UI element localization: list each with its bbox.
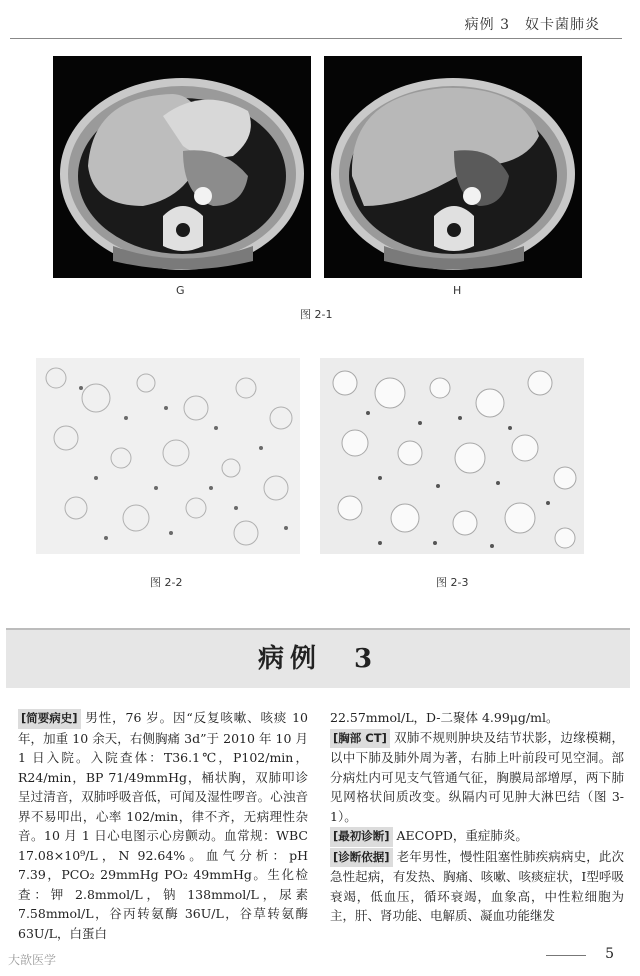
text-column-right — [330, 708, 624, 926]
histology-image-right — [320, 358, 584, 554]
ct-paragraph — [330, 728, 624, 827]
basis-paragraph — [330, 847, 624, 926]
watermark-logo: 大歆医学 — [8, 953, 57, 967]
ct-image-h — [324, 56, 582, 278]
header-rule — [10, 38, 622, 39]
figure-caption-ct: 图 2-1 — [300, 308, 333, 321]
panel-label-h: H — [453, 284, 462, 297]
initial-dx-label: [ 最初诊断 ] — [330, 827, 393, 847]
ct-image-g — [53, 56, 311, 278]
history-text: 男性，76 岁。因“反复咳嗽、咳痰 10 年，加重 10 余天，右侧胸痛 3d”于 2010 年 10 月 1 日入院。入院查体：T36.1℃，P102/min，R24/min，BP 71/49mmHg，桶状胸，双肺叩诊呈过清音，双肺呼吸音低，可闻及湿性啰音。心浊音界不易叩出，心率 102/min，律不齐，无病理性杂音。10 月 1 日心电图示心房颤动。血常规：WBC 17.08×10⁹/L，N 92.64%。血气分析：pH 7.39，PCO₂ 29mmHg PO₂ 49mmHg。生化检查：钾 2.8mmol/L，钠 138mmol/L，尿素 7.58mmol/L，谷丙转氨酶 36U/L，谷草转氨酶 63U/L，白蛋白 — [18, 710, 308, 941]
basis-label: [ 诊断依据 ] — [330, 848, 393, 868]
figure-caption-histology-left: 图 2-2 — [150, 576, 183, 589]
text-column-left — [18, 708, 308, 943]
history-paragraph — [18, 708, 308, 943]
ct-text: 双肺不规则肿块及结节状影，边缘模糊，以中下肺及肺外周为著，右肺上叶前段可见空洞。部分病灶内可见支气管通气征，胸膜局部增厚，两下肺见网格状间质改变。纵隔内可见肿大淋巴结（图 3-1）。 — [330, 729, 624, 824]
running-head-text: 病例 3 奴卡菌肺炎 — [464, 17, 600, 33]
ct-label: [ 胸部 CT ] — [330, 729, 390, 749]
case-title: 病例 3 — [257, 644, 379, 674]
running-head — [0, 10, 640, 36]
histology-image-left — [36, 358, 300, 554]
page-number: 5 — [605, 946, 614, 962]
initial-dx-paragraph — [330, 826, 624, 847]
basis-text: 老年男性，慢性阻塞性肺疾病病史，此次急性起病，有发热、胸痛、咳嗽、咳痰症状，Ⅰ型呼吸衰竭，低血压，循环衰竭，血象高，中性粒细胞为主，肝、肾功能、电解质、凝血功能继发 — [330, 848, 624, 923]
history-label: [ 简要病史 ] — [18, 709, 81, 729]
figure-caption-histology-right: 图 2-3 — [436, 576, 469, 589]
initial-dx-text: AECOPD，重症肺炎。 — [396, 828, 528, 843]
history-continued: 22.57mmol/L，D-二聚体 4.99μg/ml。 — [330, 710, 559, 725]
panel-label-g: G — [176, 284, 185, 297]
case-title-banner — [6, 628, 630, 688]
